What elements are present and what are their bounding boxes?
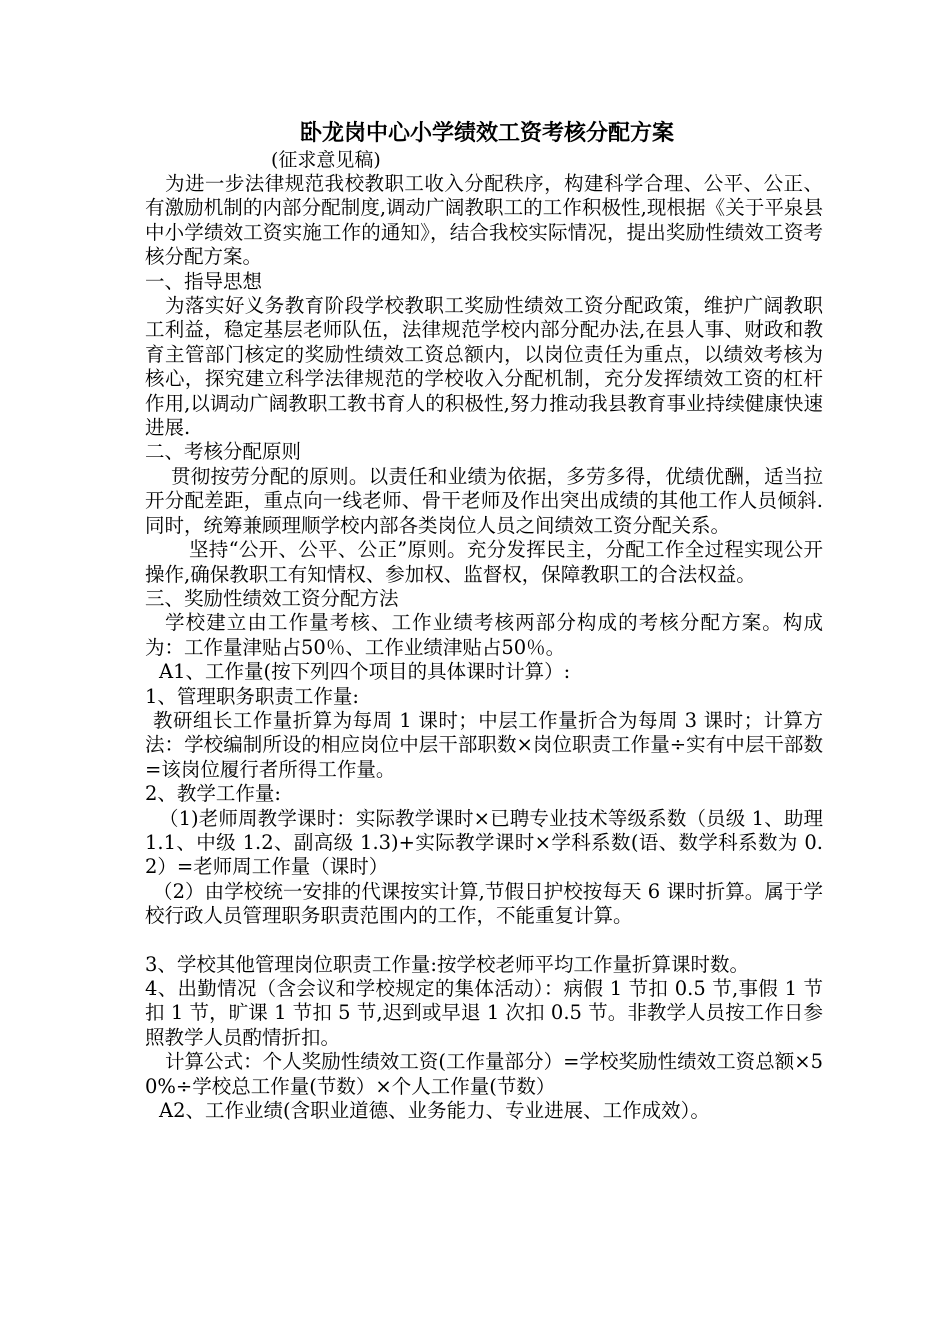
item2-paragraph-2: （2）由学校统一安排的代课按实计算,节假日护校按每天 6 课时折算。属于学校行政人员管理职务职责范围内的工作，不能重复计算。: [145, 879, 823, 928]
item1-heading: 1、管理职务职责工作量:: [145, 684, 359, 708]
a1-heading: A1、工作量(按下列四个项目的具体课时计算）:: [159, 660, 571, 684]
blank-line: [145, 929, 823, 953]
item2-heading: 2、教学工作量:: [145, 782, 281, 806]
formula-paragraph: 计算公式：个人奖励性绩效工资(工作量部分）=学校奖励性绩效工资总额×50%÷学校总工作量(节数）×个人工作量(节数）: [145, 1050, 823, 1098]
distribution-paragraph: 学校建立由工作量考核、工作业绩考核两部分构成的考核分配方案。构成为：工作量津贴占50％、工作业绩津贴占50％。: [145, 611, 823, 659]
a2-heading: A2、工作业绩(含职业道德、业务能力、专业进展、工作成效）。: [159, 1099, 710, 1123]
item4-paragraph: 4、出勤情况（含会议和学校规定的集体活动）：病假 1 节扣 0.5 节,事假 1 节扣 1 节，旷课 1 节扣 5 节,迟到或早退 1 次扣 0.5 节。非教学人员按工作日参照教学人员酌情折扣。: [145, 977, 823, 1049]
document-page: [145, 118, 823, 1123]
guiding-ideology-paragraph: 为落实好义务教育阶段学校教职工奖励性绩效工资分配政策，维护广阔教职工利益，稳定基层老师队伍，法律规范学校内部分配办法,在县人事、财政和教育主管部门核定的奖励性绩效工资总额内，以岗位责任为重点，以绩效考核为核心，探究建立科学法律规范的学校收入分配机制，充分发挥绩效工资的杠杆作用,以调动广阔教职工教书育人的积极性,努力推动我县教育事业持续健康快速进展.: [145, 294, 823, 440]
document-title: 卧龙岗中心小学绩效工资考核分配方案: [299, 120, 674, 146]
intro-paragraph: 为进一步法律规范我校教职工收入分配秩序，构建科学合理、公平、公正、有激励机制的内部分配制度,调动广阔教职工的工作积极性,现根据《关于平泉县中小学绩效工资实施工作的通知》，结合我校实际情况，提出奖励性绩效工资考核分配方案。: [145, 172, 823, 269]
principle-paragraph-1: 贯彻按劳分配的原则。以责任和业绩为依据，多劳多得，优绩优酬，适当拉开分配差距，重点向一线老师、骨干老师及作出突出成绩的其他工作人员倾斜.同时，统筹兼顾理顺学校内部各类岗位人员之间绩效工资分配关系。: [145, 464, 823, 537]
item2-paragraph-1: （1)老师周教学课时：实际教学课时×已聘专业技术等级系数（员级 1、助理 1.1、中级 1.2、副高级 1.3)+实际教学课时×学科系数(语、数学科系数为 0.2）=老师周工作量（课时）: [145, 806, 823, 879]
item3-paragraph: 3、学校其他管理岗位职责工作量:按学校老师平均工作量折算课时数。: [145, 952, 749, 976]
section-heading-principles: 二、考核分配原则: [145, 440, 302, 464]
section-heading-distribution-method: 三、奖励性绩效工资分配方法: [145, 586, 399, 610]
document-subtitle: (征求意见稿): [271, 149, 381, 171]
item1-paragraph: 教研组长工作量折算为每周 1 课时；中层工作量折合为每周 3 课时；计算方法：学校编制所设的相应岗位中层干部职数×岗位职责工作量÷实有中层干部数=该岗位履行者所得工作量。: [145, 708, 823, 781]
principle-paragraph-2: 坚持“公开、公平、公正”原则。充分发挥民主，分配工作全过程实现公开操作,确保教职工有知情权、参加权、监督权，保障教职工的合法权益。: [145, 538, 823, 586]
section-heading-guiding-ideology: 一、指导思想: [145, 269, 263, 293]
